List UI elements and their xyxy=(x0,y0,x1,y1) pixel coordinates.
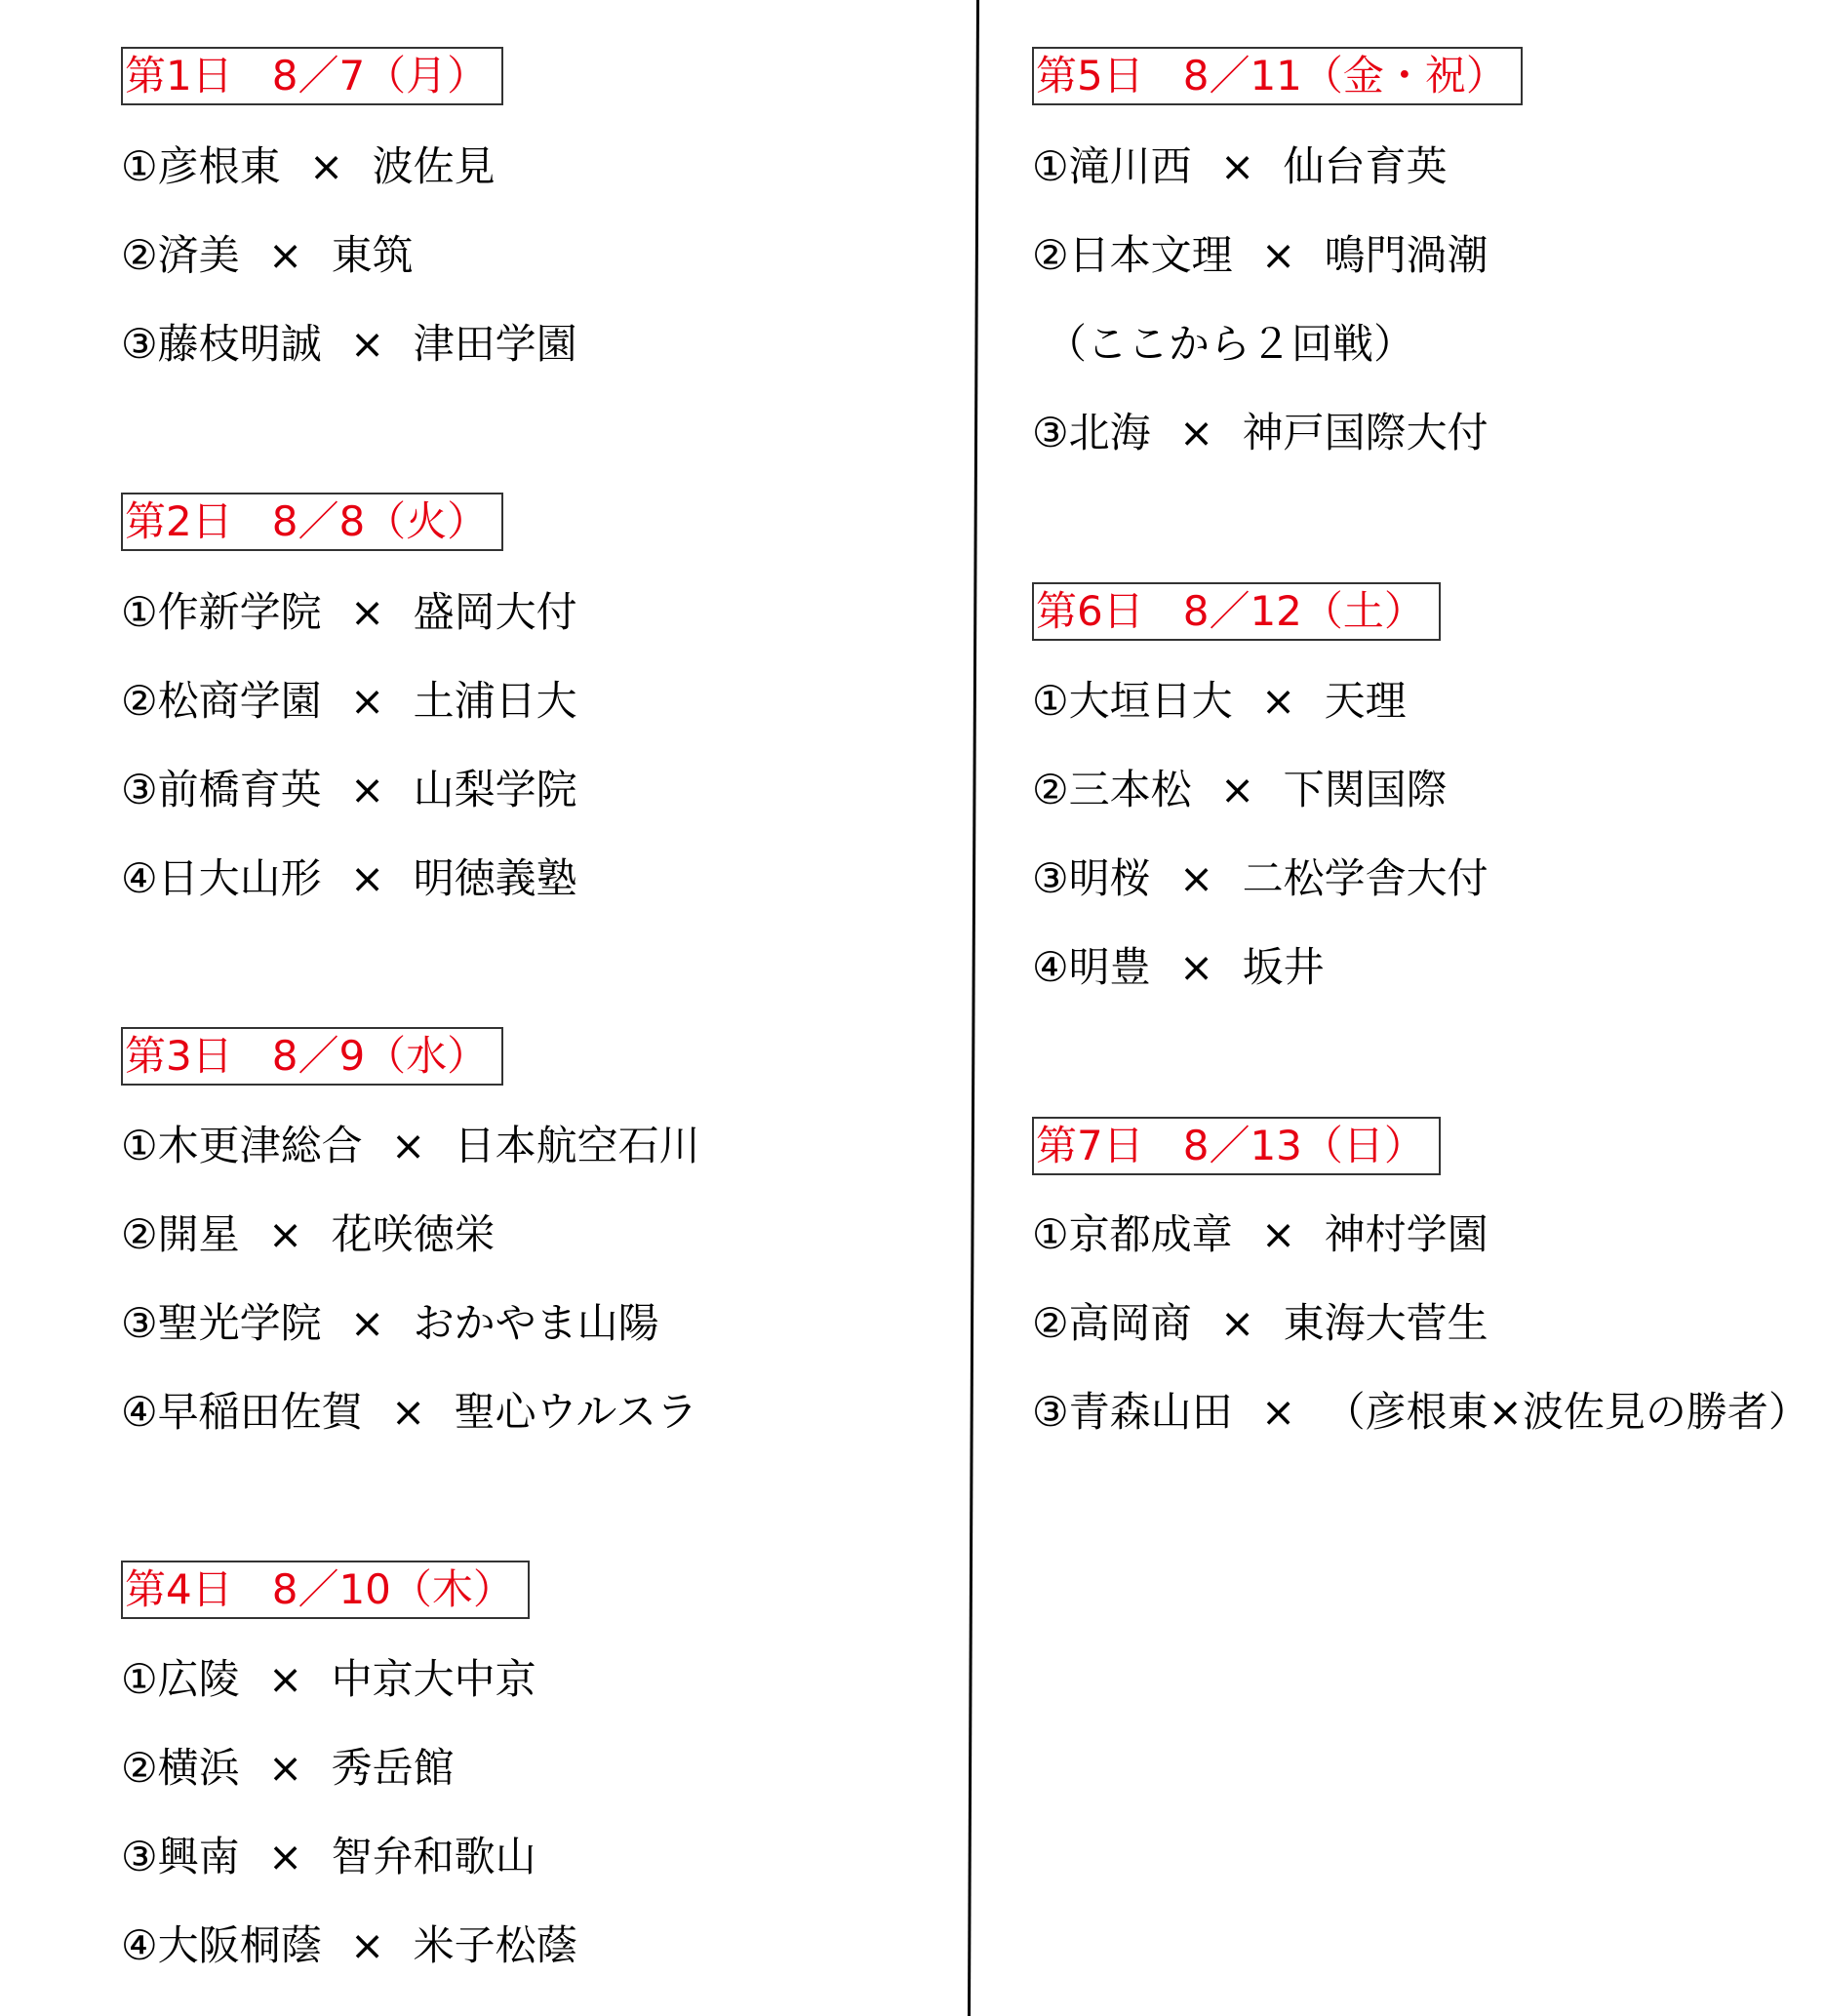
day-number: 第6日 xyxy=(1036,587,1144,635)
team-b: 東海大菅生 xyxy=(1283,1299,1489,1347)
team-a: ④大阪桐蔭 xyxy=(121,1921,322,1969)
team-a: ③藤枝明誠 xyxy=(121,320,322,368)
team-b: 波佐見 xyxy=(372,142,496,190)
team-a: ④明豊 xyxy=(1032,943,1151,991)
day-header xyxy=(121,1561,530,1619)
team-b: 花咲徳栄 xyxy=(331,1210,496,1258)
matchup-row xyxy=(1032,672,1407,731)
day-block xyxy=(121,493,503,551)
day-number: 第5日 xyxy=(1036,52,1144,99)
matchup-row xyxy=(1032,761,1448,819)
day-date: 8／13（日） xyxy=(1182,1122,1425,1169)
team-a: ②高岡商 xyxy=(1032,1299,1192,1347)
matchup-row xyxy=(1032,1294,1489,1353)
team-a: ①京都成章 xyxy=(1032,1210,1233,1258)
vs-mark: × xyxy=(350,320,385,368)
matchup-row xyxy=(1032,1206,1489,1264)
matchup-row xyxy=(121,1206,496,1264)
team-b: 坂井 xyxy=(1242,943,1325,991)
team-a: ③聖光学院 xyxy=(121,1299,322,1347)
day-number: 第1日 xyxy=(125,52,233,99)
team-b: 山梨学院 xyxy=(413,766,577,813)
vs-mark: × xyxy=(350,1921,385,1969)
vs-mark: × xyxy=(1261,1210,1296,1258)
matchup-row xyxy=(121,583,577,642)
team-b: 神戸国際大付 xyxy=(1242,409,1489,456)
vs-mark: × xyxy=(1220,142,1255,190)
matchup-row xyxy=(1032,226,1489,285)
matchup-row xyxy=(121,1917,577,1975)
team-a: ①滝川西 xyxy=(1032,142,1192,190)
day-block xyxy=(1032,1117,1441,1175)
team-b: 米子松蔭 xyxy=(413,1921,577,1969)
team-b: 二松学舎大付 xyxy=(1242,854,1489,902)
day-number: 第7日 xyxy=(1036,1122,1144,1169)
vs-mark: × xyxy=(268,231,303,279)
team-a: ②横浜 xyxy=(121,1744,240,1792)
day-header xyxy=(1032,582,1441,641)
matchup-row xyxy=(1032,404,1489,462)
team-a: ③明桜 xyxy=(1032,854,1151,902)
team-a: ②開星 xyxy=(121,1210,240,1258)
team-a: ③北海 xyxy=(1032,409,1151,456)
matchup-row xyxy=(121,1383,697,1442)
team-a: ①広陵 xyxy=(121,1655,240,1703)
column-divider xyxy=(968,0,979,2016)
day-block xyxy=(121,47,503,105)
matchup-row xyxy=(121,1739,455,1798)
vs-mark: × xyxy=(1261,677,1296,725)
team-a: ②日本文理 xyxy=(1032,231,1233,279)
team-b: 盛岡大付 xyxy=(413,588,577,636)
vs-mark: × xyxy=(1220,1299,1255,1347)
day-header xyxy=(121,47,503,105)
day-date: 8／8（火） xyxy=(271,497,489,545)
team-b: 鳴門渦潮 xyxy=(1324,231,1489,279)
day-block xyxy=(121,1027,503,1086)
matchup-row xyxy=(121,1650,536,1709)
day-block xyxy=(1032,582,1441,641)
team-b: 東筑 xyxy=(331,231,414,279)
matchup-row xyxy=(121,1828,536,1886)
team-b: 聖心ウルスラ xyxy=(454,1388,698,1436)
team-b: 津田学園 xyxy=(413,320,577,368)
team-a: ③興南 xyxy=(121,1833,240,1880)
matchup-row xyxy=(121,672,577,731)
vs-mark: × xyxy=(391,1388,426,1436)
matchup-row xyxy=(121,315,577,374)
team-a: ④早稲田佐賀 xyxy=(121,1388,363,1436)
matchup-row xyxy=(121,850,577,908)
day-number: 第4日 xyxy=(125,1565,233,1613)
round-note: （ここから２回戦） xyxy=(1046,320,1415,368)
day-header xyxy=(121,1027,503,1086)
team-a: ①木更津総合 xyxy=(121,1122,363,1169)
matchup-row xyxy=(121,226,414,285)
day-date: 8／9（水） xyxy=(271,1032,489,1080)
team-b: 神村学園 xyxy=(1324,1210,1489,1258)
day-block xyxy=(121,1561,530,1619)
team-a: ②松商学園 xyxy=(121,677,322,725)
vs-mark: × xyxy=(1179,409,1214,456)
team-b: 仙台育英 xyxy=(1283,142,1448,190)
vs-mark: × xyxy=(1261,231,1296,279)
day-header xyxy=(1032,47,1523,105)
vs-mark: × xyxy=(268,1655,303,1703)
day-date: 8／7（月） xyxy=(271,52,489,99)
team-b: 土浦日大 xyxy=(413,677,577,725)
team-a: ②済美 xyxy=(121,231,240,279)
day-date: 8／11（金・祝） xyxy=(1182,52,1507,99)
vs-mark: × xyxy=(391,1122,426,1169)
team-b: おかやま山陽 xyxy=(413,1299,659,1347)
day-header xyxy=(1032,1117,1441,1175)
vs-mark: × xyxy=(268,1833,303,1880)
team-b: 天理 xyxy=(1324,677,1407,725)
team-a: ①作新学院 xyxy=(121,588,322,636)
day-header xyxy=(121,493,503,551)
day-block xyxy=(1032,47,1523,105)
team-b: 下関国際 xyxy=(1283,766,1448,813)
vs-mark: × xyxy=(1220,766,1255,813)
team-a: ①彦根東 xyxy=(121,142,281,190)
vs-mark: × xyxy=(268,1210,303,1258)
team-b: 智弁和歌山 xyxy=(331,1833,536,1880)
team-b: 日本航空石川 xyxy=(454,1122,700,1169)
team-a: ③前橋育英 xyxy=(121,766,322,813)
team-b: 秀岳館 xyxy=(331,1744,455,1792)
day-number: 第2日 xyxy=(125,497,233,545)
matchup-row xyxy=(121,138,496,196)
vs-mark: × xyxy=(350,588,385,636)
day-date: 8／10（木） xyxy=(271,1565,514,1613)
vs-mark: × xyxy=(350,677,385,725)
vs-mark: × xyxy=(309,142,344,190)
matchup-row xyxy=(121,1117,700,1175)
vs-mark: × xyxy=(350,1299,385,1347)
vs-mark: × xyxy=(1179,854,1214,902)
vs-mark: × xyxy=(268,1744,303,1792)
vs-mark: × xyxy=(350,766,385,813)
day-date: 8／12（土） xyxy=(1182,587,1425,635)
matchup-row xyxy=(1032,1383,1809,1442)
vs-mark: × xyxy=(1261,1388,1296,1436)
matchup-row xyxy=(121,761,577,819)
team-b: （彦根東×波佐見の勝者） xyxy=(1324,1388,1809,1436)
team-b: 明徳義塾 xyxy=(413,854,577,902)
team-a: ④日大山形 xyxy=(121,854,322,902)
team-a: ③青森山田 xyxy=(1032,1388,1233,1436)
vs-mark: × xyxy=(350,854,385,902)
matchup-row xyxy=(1032,138,1448,196)
day-number: 第3日 xyxy=(125,1032,233,1080)
matchup-row xyxy=(121,1294,659,1353)
team-a: ①大垣日大 xyxy=(1032,677,1233,725)
vs-mark: × xyxy=(1179,943,1214,991)
matchup-row xyxy=(1032,938,1325,997)
team-a: ②三本松 xyxy=(1032,766,1192,813)
team-b: 中京大中京 xyxy=(331,1655,536,1703)
matchup-row xyxy=(1032,850,1489,908)
